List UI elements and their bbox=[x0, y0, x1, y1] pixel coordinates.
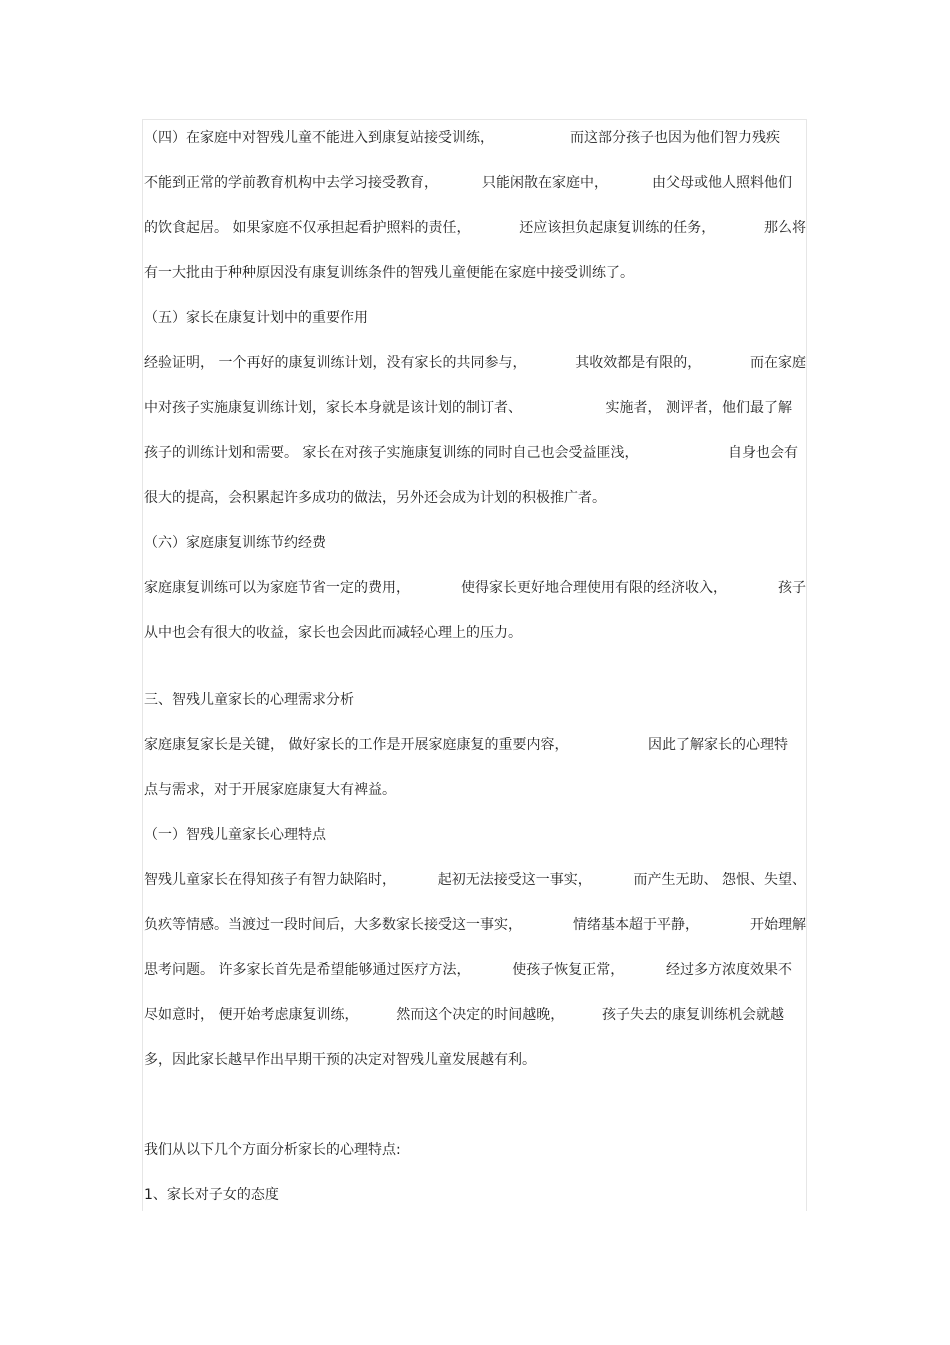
text-segment: 那么将 bbox=[763, 220, 806, 236]
text-segment: 的饮食起居。 如果家庭不仅承担起看护照料的责任， bbox=[144, 220, 471, 236]
text-segment: 而产生无助、 怨恨、失望、 bbox=[633, 872, 806, 888]
text-segment: 而在家庭 bbox=[749, 355, 806, 371]
text-segment: 经验证明， 一个再好的康复训练计划，没有家长的共同参与， bbox=[144, 355, 527, 371]
text-segment: 多，因此家长越早作出早期干预的决定对智残儿童发展越有利。 bbox=[144, 1052, 536, 1068]
heading-6 bbox=[144, 532, 806, 554]
text-segment: 有一大批由于种种原因没有康复训练条件的智残儿童便能在家庭中接受训练了。 bbox=[144, 265, 634, 281]
text-segment: 起初无法接受这一事实， bbox=[437, 872, 592, 888]
text-segment: 而这部分孩子也因为他们智力残疾 bbox=[570, 130, 780, 146]
text-segment: 其收效都是有限的， bbox=[575, 355, 702, 371]
paragraph-1-line-1 bbox=[144, 869, 806, 891]
text-segment: 1、家长对子女的态度 bbox=[144, 1187, 279, 1203]
heading-text: 三、智残儿童家长的心理需求分析 bbox=[144, 692, 354, 708]
analysis-intro bbox=[144, 1139, 806, 1161]
text-segment: 很大的提高，会积累起许多成功的做法，另外还会成为计划的积极推广者。 bbox=[144, 490, 606, 506]
paragraph-4-line-1 bbox=[144, 127, 806, 149]
heading-1 bbox=[144, 824, 806, 846]
text-segment: 智残儿童家长在得知孩子有智力缺陷时， bbox=[144, 872, 396, 888]
text-segment: 由父母或他人照料他们 bbox=[652, 175, 792, 191]
paragraph-5-line-1 bbox=[144, 352, 806, 374]
text-segment: 思考问题。 许多家长首先是希望能够通过医疗方法， bbox=[144, 962, 471, 978]
text-segment: 不能到正常的学前教育机构中去学习接受教育， bbox=[144, 175, 438, 191]
text-segment: 家庭康复训练可以为家庭节省一定的费用， bbox=[144, 580, 410, 596]
text-segment: 孩子失去的康复训练机会就越 bbox=[601, 1007, 784, 1023]
text-segment: 使孩子恢复正常， bbox=[512, 962, 625, 978]
heading-text: （五）家长在康复计划中的重要作用 bbox=[144, 310, 368, 326]
paragraph-1-line-3 bbox=[144, 959, 806, 981]
paragraph-4-line-4 bbox=[144, 262, 806, 284]
section-3-heading bbox=[144, 689, 806, 711]
text-segment: 点与需求，对于开展家庭康复大有裨益。 bbox=[144, 782, 396, 798]
paragraph-6-line-1 bbox=[144, 577, 806, 599]
paragraph-4-line-2 bbox=[144, 172, 806, 194]
text-segment: 尽如意时， 便开始考虑康复训练， bbox=[144, 1007, 359, 1023]
text-segment: 孩子的训练计划和需要。 家长在对孩子实施康复训练的同时自己也会受益匪浅， bbox=[144, 445, 639, 461]
paragraph-6-line-2 bbox=[144, 622, 806, 644]
text-segment: 中对孩子实施康复训练计划，家长本身就是该计划的制订者、 bbox=[144, 400, 522, 416]
text-segment: 自身也会有 bbox=[728, 445, 798, 461]
paragraph-4-line-3 bbox=[144, 217, 806, 239]
paragraph-5-line-3 bbox=[144, 442, 806, 464]
section-3-line-1 bbox=[144, 734, 806, 756]
text-segment: 负疚等情感。当渡过一段时间后，大多数家长接受这一事实， bbox=[144, 917, 522, 933]
text-segment: （四）在家庭中对智残儿童不能进入到康复站接受训练， bbox=[144, 130, 494, 146]
text-segment: 家庭康复家长是关键， 做好家长的工作是开展家庭康复的重要内容， bbox=[144, 737, 569, 753]
text-segment: 开始理解 bbox=[750, 917, 806, 933]
text-segment: 情绪基本超于平静， bbox=[573, 917, 699, 933]
text-segment: 我们从以下几个方面分析家长的心理特点: bbox=[144, 1142, 401, 1158]
text-segment: 实施者， 测评者，他们最了解 bbox=[605, 400, 792, 416]
text-segment: 然而这个决定的时间越晚， bbox=[396, 1007, 565, 1023]
text-segment: 使得家长更好地合理使用有限的经济收入， bbox=[461, 580, 727, 596]
paragraph-5-line-4 bbox=[144, 487, 806, 509]
paragraph-1-line-5 bbox=[144, 1049, 806, 1071]
section-3-line-2 bbox=[144, 779, 806, 801]
text-segment: 因此了解家长的心理特 bbox=[648, 737, 788, 753]
text-segment: 从中也会有很大的收益，家长也会因此而减轻心理上的压力。 bbox=[144, 625, 522, 641]
paragraph-5-line-2 bbox=[144, 397, 806, 419]
heading-text: （六）家庭康复训练节约经费 bbox=[144, 535, 326, 551]
heading-text: （一）智残儿童家长心理特点 bbox=[144, 827, 326, 843]
text-segment: 还应该担负起康复训练的任务， bbox=[519, 220, 716, 236]
text-segment: 经过多方浓度效果不 bbox=[665, 962, 792, 978]
paragraph-1-line-2 bbox=[144, 914, 806, 936]
text-segment: 只能闲散在家庭中， bbox=[482, 175, 608, 191]
paragraph-1-line-4 bbox=[144, 1004, 806, 1026]
heading-5 bbox=[144, 307, 806, 329]
text-segment: 孩子 bbox=[778, 580, 806, 596]
list-item-1 bbox=[144, 1184, 806, 1206]
